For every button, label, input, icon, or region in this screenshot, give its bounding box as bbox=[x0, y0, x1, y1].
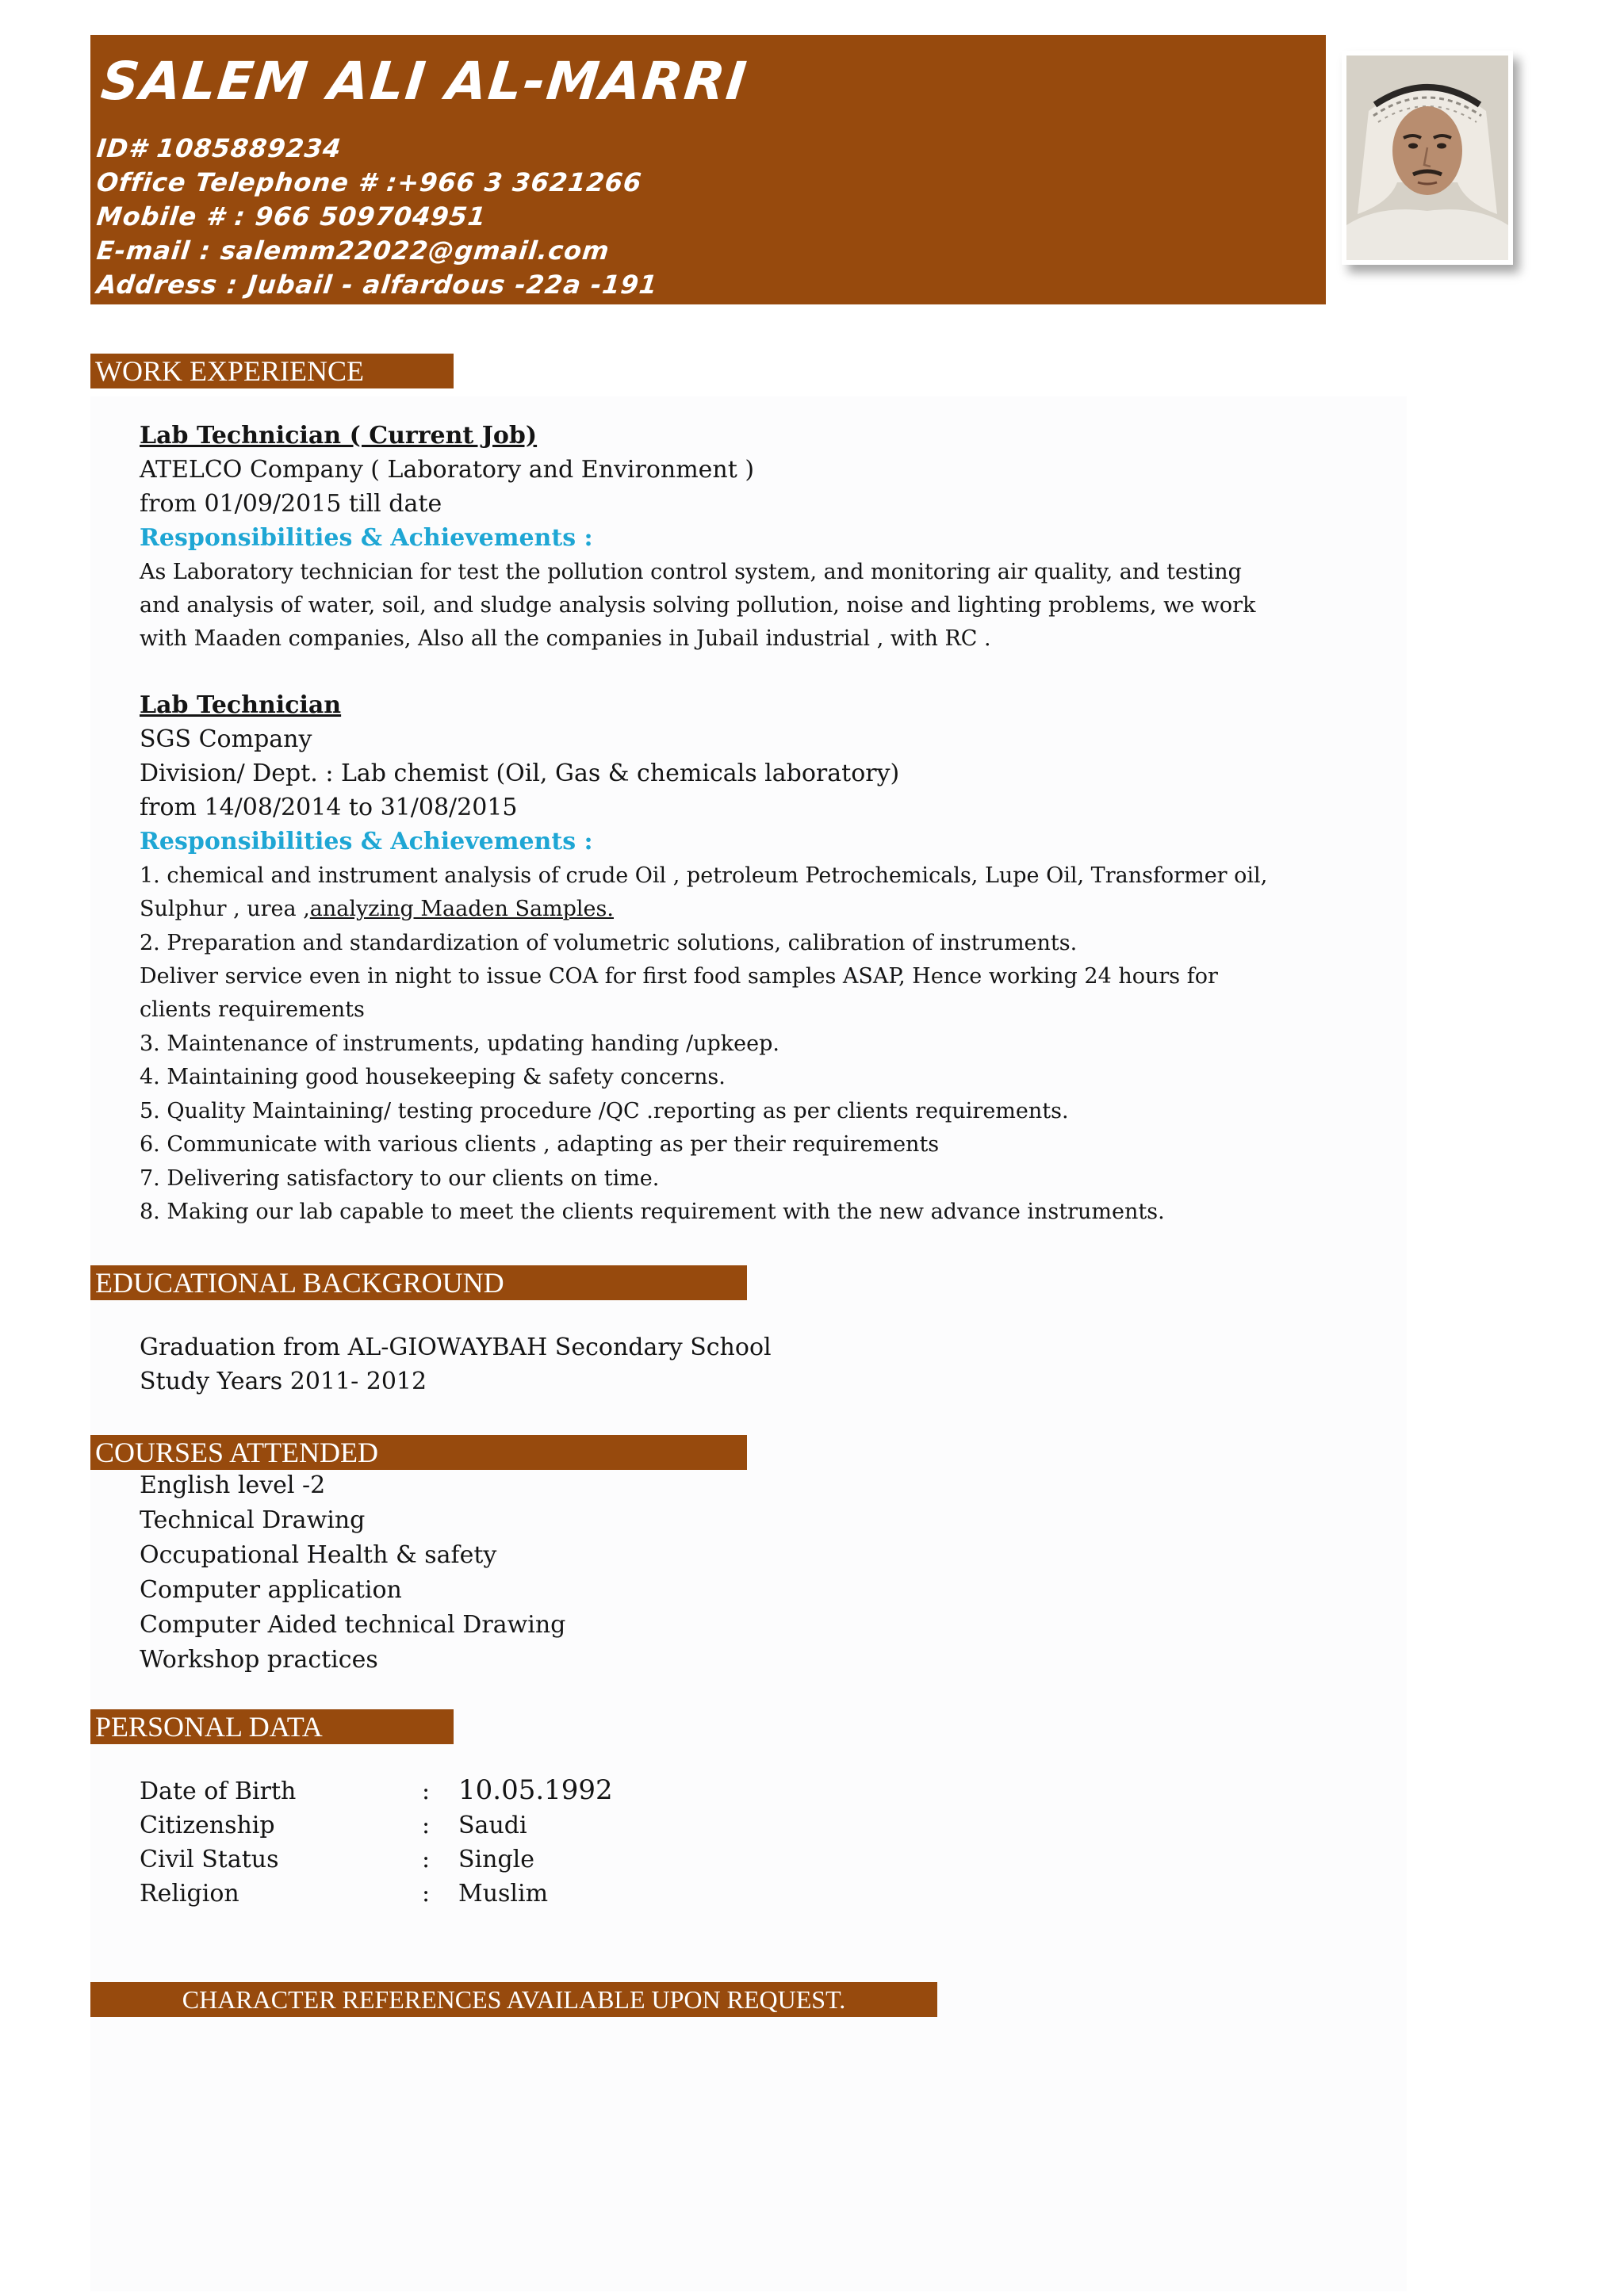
personal-value: Saudi bbox=[458, 1812, 527, 1839]
candidate-name: SALEM ALI AL-MARRI bbox=[98, 51, 751, 112]
education-school: Graduation from AL-GIOWAYBAH Secondary School bbox=[140, 1334, 772, 1361]
home-address: Address : Jubail - alfardous -22a -191 bbox=[95, 270, 660, 300]
personal-label: Citizenship bbox=[140, 1812, 275, 1839]
job-description-line: As Laboratory technician for test the pollution control system, and monitoring air quality, and testing bbox=[140, 560, 1242, 584]
duty-line: 3. Maintenance of instruments, updating handing /upkeep. bbox=[140, 1031, 779, 1056]
duty-line: 8. Making our lab capable to meet the clients requirement with the new advance instruments. bbox=[140, 1200, 1165, 1224]
personal-label: Civil Status bbox=[140, 1846, 279, 1873]
duty-line: 7. Delivering satisfactory to our clients on time. bbox=[140, 1166, 660, 1191]
resume-header bbox=[90, 35, 1326, 304]
personal-colon: : bbox=[422, 1812, 431, 1839]
profile-photo-frame bbox=[1342, 51, 1513, 265]
personal-value: 10.05.1992 bbox=[458, 1774, 613, 1806]
course-item: Computer application bbox=[140, 1576, 402, 1604]
responsibilities-heading: Responsibilities & Achievements : bbox=[140, 828, 593, 855]
job-period: from 01/09/2015 till date bbox=[140, 490, 442, 518]
duty-text: Sulphur , urea , bbox=[140, 897, 310, 921]
id-number: ID# 1085889234 bbox=[95, 133, 343, 163]
course-item: English level -2 bbox=[140, 1471, 326, 1499]
duty-line: 1. chemical and instrument analysis of crude Oil , petroleum Petrochemicals, Lupe Oil, Transformer oil, bbox=[140, 863, 1268, 888]
character-references-banner: CHARACTER REFERENCES AVAILABLE UPON REQUEST. bbox=[90, 1982, 937, 2017]
section-work-experience: WORK EXPERIENCE bbox=[90, 354, 454, 388]
section-courses-attended: COURSES ATTENDED bbox=[90, 1435, 747, 1470]
mobile-number: Mobile # : 966 509704951 bbox=[95, 201, 488, 232]
personal-label: Date of Birth bbox=[140, 1777, 297, 1805]
office-telephone: Office Telephone # :+966 3 3621266 bbox=[95, 167, 644, 197]
duty-line: 2. Preparation and standardization of volumetric solutions, calibration of instruments. bbox=[140, 931, 1078, 955]
job-company: SGS Company bbox=[140, 725, 312, 753]
job-period: from 14/08/2014 to 31/08/2015 bbox=[140, 794, 518, 821]
duty-line: Deliver service even in night to issue COA for first food samples ASAP, Hence working 24 hours for bbox=[140, 964, 1218, 989]
duty-line: clients requirements bbox=[140, 997, 365, 1022]
profile-photo bbox=[1346, 55, 1508, 260]
job-company: ATELCO Company ( Laboratory and Environment ) bbox=[140, 456, 755, 484]
personal-colon: : bbox=[422, 1846, 431, 1873]
duty-line: 4. Maintaining good housekeeping & safety concerns. bbox=[140, 1065, 726, 1089]
section-educational-background: EDUCATIONAL BACKGROUND bbox=[90, 1265, 747, 1300]
job-division: Division/ Dept. : Lab chemist (Oil, Gas & chemicals laboratory) bbox=[140, 760, 900, 787]
responsibilities-heading: Responsibilities & Achievements : bbox=[140, 524, 593, 552]
duty-line: 6. Communicate with various clients , adapting as per their requirements bbox=[140, 1132, 940, 1157]
duty-underlined-text: analyzing Maaden Samples. bbox=[309, 897, 614, 921]
email-address: E-mail : salemm22022@gmail.com bbox=[95, 235, 611, 266]
personal-value: Muslim bbox=[458, 1880, 549, 1908]
personal-label: Religion bbox=[140, 1880, 239, 1908]
job-description-line: and analysis of water, soil, and sludge analysis solving pollution, noise and lighting problems, we work bbox=[140, 593, 1256, 618]
job-title: Lab Technician bbox=[140, 691, 342, 719]
course-item: Occupational Health & safety bbox=[140, 1541, 497, 1569]
duty-line bbox=[140, 897, 614, 921]
section-personal-data: PERSONAL DATA bbox=[90, 1709, 454, 1744]
course-item: Technical Drawing bbox=[140, 1506, 366, 1534]
personal-value: Single bbox=[458, 1846, 535, 1873]
course-item: Computer Aided technical Drawing bbox=[140, 1611, 566, 1639]
job-title: Lab Technician ( Current Job) bbox=[140, 422, 538, 450]
duty-line: 5. Quality Maintaining/ testing procedure /QC .reporting as per clients requirements. bbox=[140, 1099, 1069, 1123]
education-years: Study Years 2011- 2012 bbox=[140, 1368, 427, 1395]
personal-colon: : bbox=[422, 1777, 431, 1805]
personal-colon: : bbox=[422, 1880, 431, 1908]
job-description-line: with Maaden companies, Also all the companies in Jubail industrial , with RC . bbox=[140, 626, 991, 651]
course-item: Workshop practices bbox=[140, 1646, 378, 1674]
